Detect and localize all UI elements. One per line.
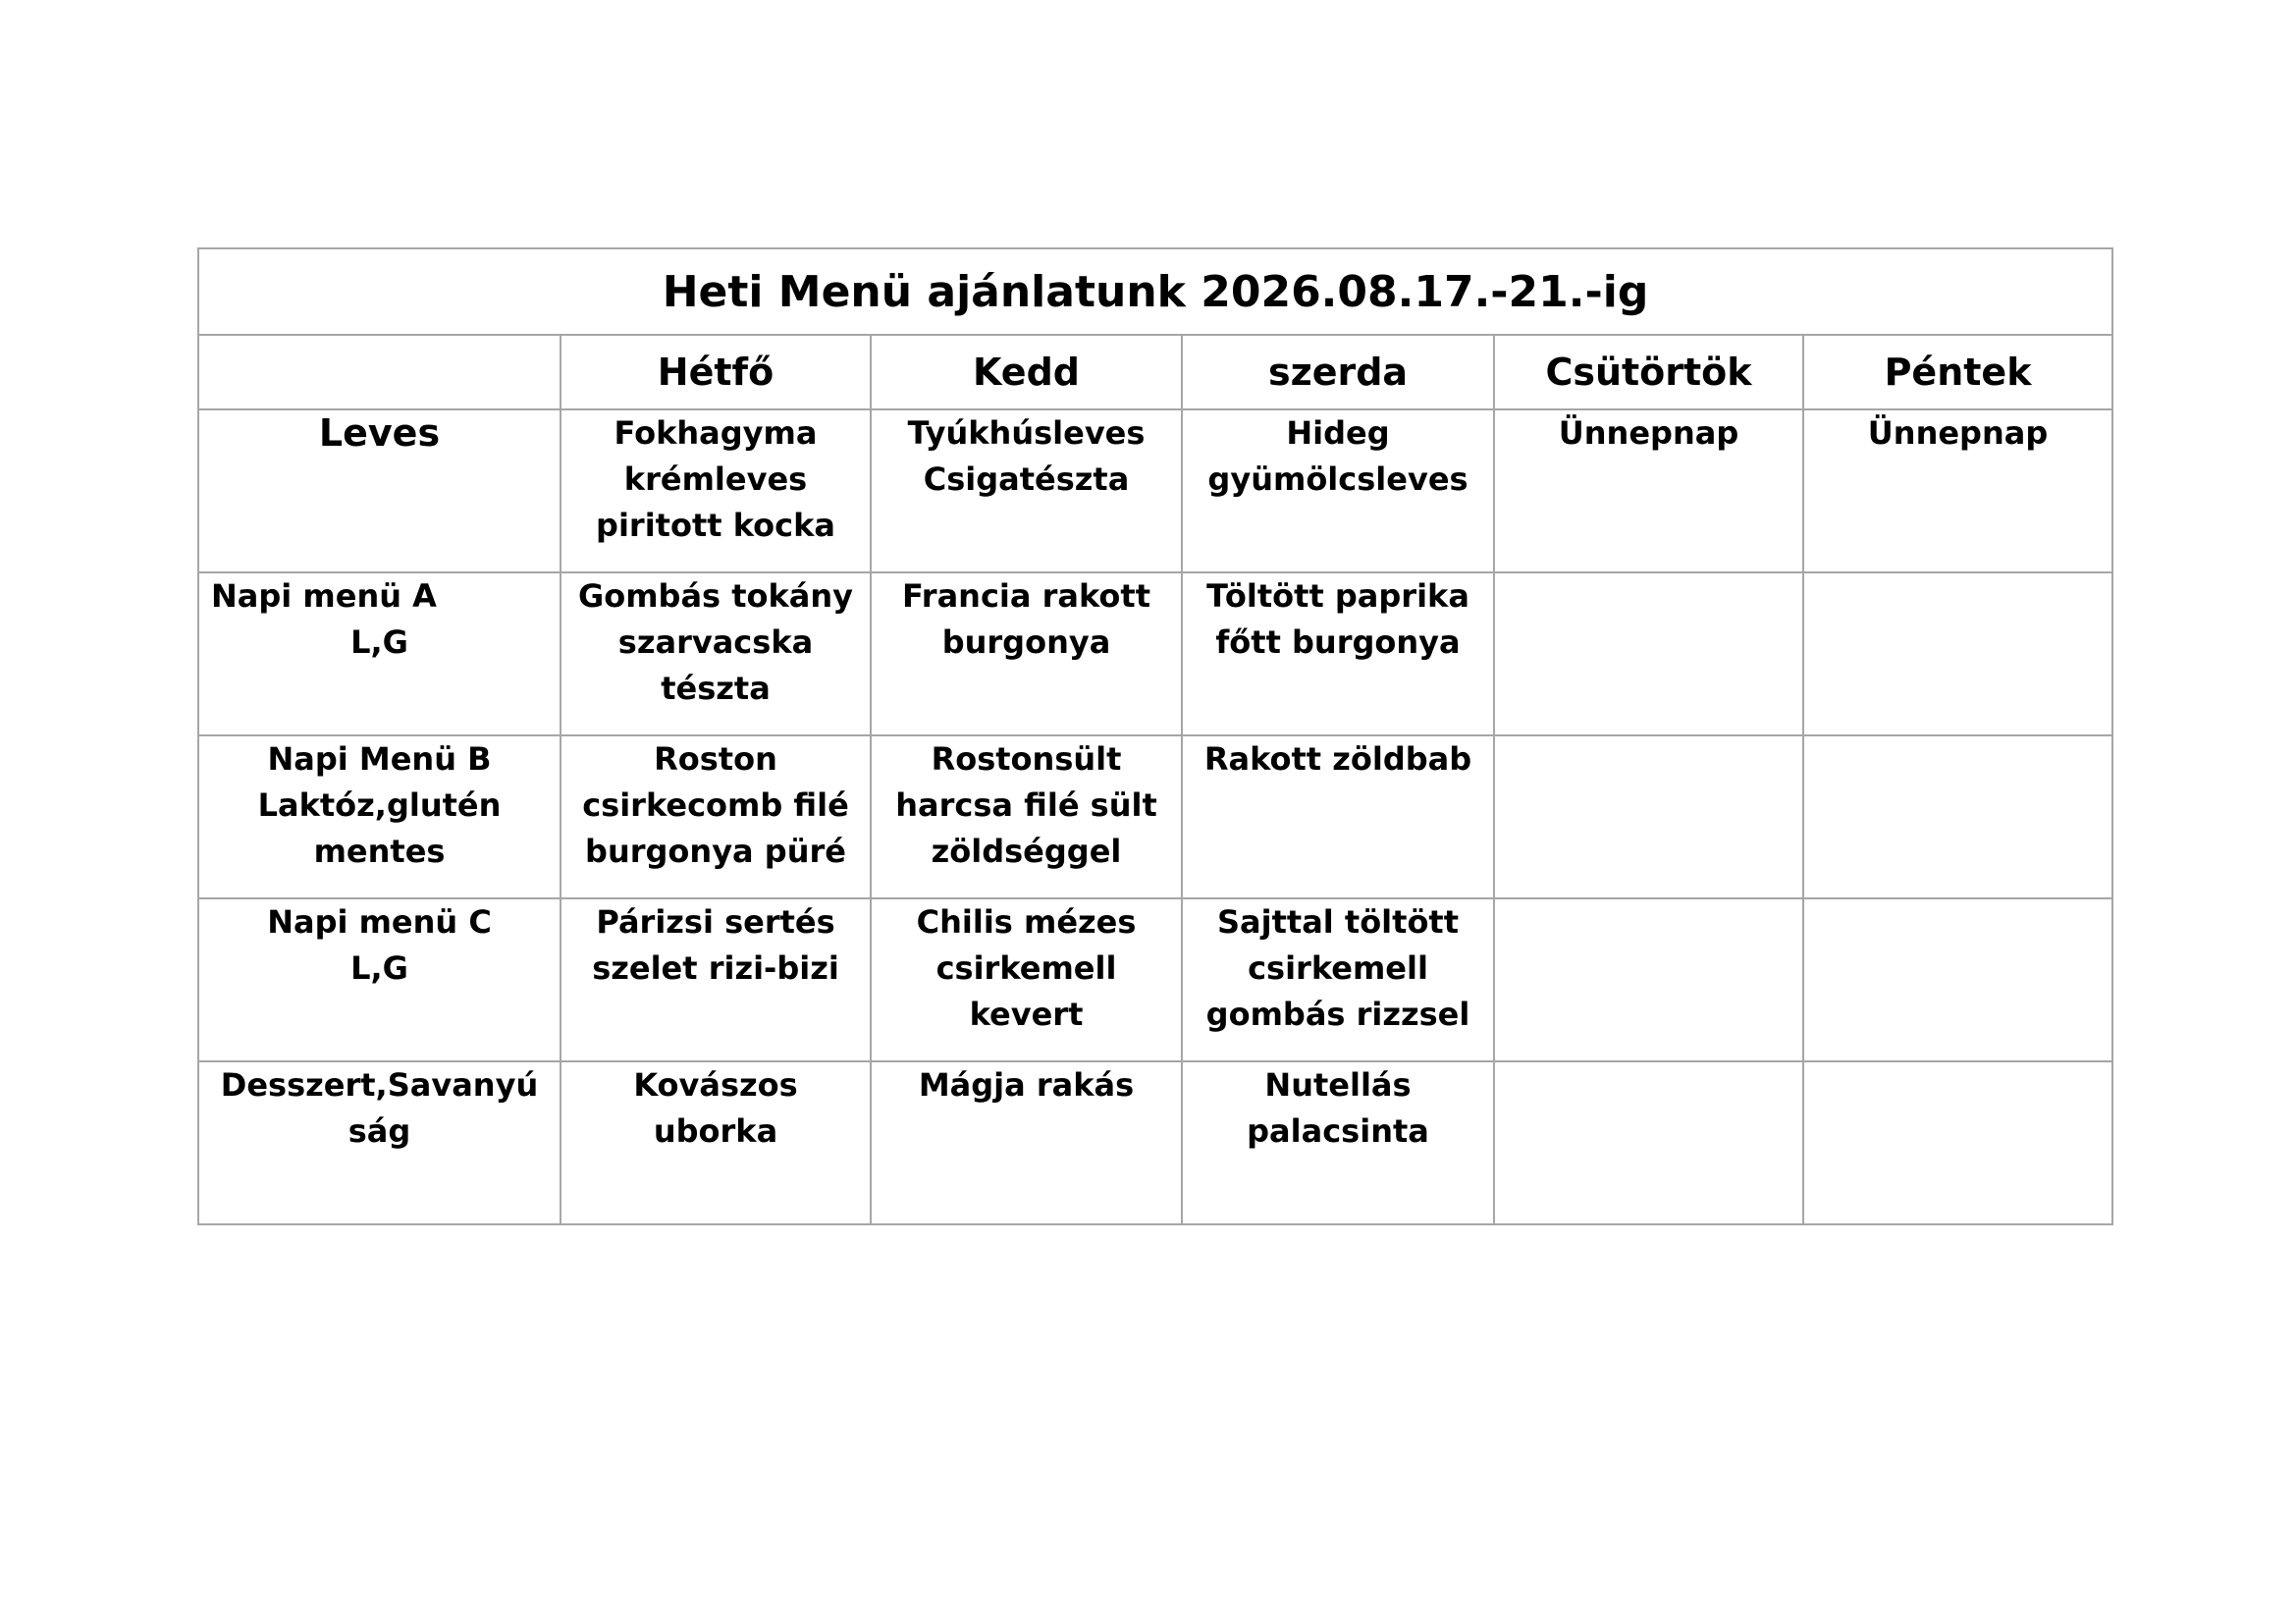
- dish-line: burgonya: [941, 623, 1111, 661]
- row-label-line: Napi Menü B: [267, 740, 492, 778]
- dish-line: Csigatészta: [923, 460, 1130, 498]
- menu-cell-desszert-friday: [1803, 1061, 2112, 1224]
- row-label-napi-b: [198, 735, 561, 898]
- weekly-menu-table: [197, 247, 2113, 1225]
- dish-line: Kovászos: [633, 1066, 798, 1104]
- dish-line: Párizsi sertés: [596, 903, 835, 941]
- row-label-napi-c: [198, 898, 561, 1061]
- menu-cell-napi-a-thursday: [1494, 572, 1803, 735]
- menu-cell-napi-a-tuesday: [871, 572, 1182, 735]
- menu-cell-leves-tuesday: [871, 409, 1182, 572]
- menu-cell-napi-c-friday: [1803, 898, 2112, 1061]
- dish-line: Gombás tokány: [577, 577, 854, 615]
- dish-line: Nutellás: [1264, 1066, 1412, 1104]
- menu-row-napi-a: [198, 572, 2112, 735]
- row-label-desszert: [198, 1061, 561, 1224]
- dish-line: tészta: [661, 670, 771, 707]
- dish-line: Mágja rakás: [918, 1066, 1135, 1104]
- day-header-row: [198, 335, 2112, 409]
- menu-cell-desszert-tuesday: [871, 1061, 1182, 1224]
- dish-line: uborka: [653, 1112, 778, 1150]
- dish-line: csirkecomb filé: [582, 786, 849, 824]
- dish-line: krémleves: [623, 460, 808, 498]
- dish-line: harcsa filé sült: [895, 786, 1157, 824]
- row-label-napi-a: [198, 572, 561, 735]
- dish-line: zöldséggel: [931, 833, 1122, 870]
- title-row: [198, 248, 2112, 335]
- menu-title: Heti Menü ajánlatunk 2026.08.17.-21.-ig: [198, 248, 2112, 335]
- row-label-leves: [198, 409, 561, 572]
- day-header-friday: Péntek: [1803, 335, 2112, 409]
- dish-line: Rakott zöldbab: [1203, 740, 1472, 778]
- dish-line: Töltött paprika: [1206, 577, 1469, 615]
- dish-line: főtt burgonya: [1215, 623, 1461, 661]
- row-label-line: Laktóz,glutén: [257, 786, 502, 824]
- menu-cell-napi-b-friday: [1803, 735, 2112, 898]
- dish-line: Tyúkhúsleves: [907, 414, 1146, 452]
- row-label-line: L,G: [350, 949, 408, 987]
- day-header-thursday: Csütörtök: [1494, 335, 1803, 409]
- dish-line: gyümölcsleves: [1207, 460, 1468, 498]
- dish-line: gombás rizzsel: [1205, 996, 1470, 1033]
- dish-line: csirkemell: [1248, 949, 1428, 987]
- row-label-line: Napi menü C: [267, 903, 492, 941]
- row-label-line: mentes: [313, 833, 446, 870]
- row-label-line: L,G: [350, 623, 408, 661]
- menu-cell-napi-c-thursday: [1494, 898, 1803, 1061]
- menu-cell-napi-b-wednesday: [1182, 735, 1494, 898]
- menu-cell-napi-b-thursday: [1494, 735, 1803, 898]
- dish-line: Sajttal töltött: [1216, 903, 1460, 941]
- menu-cell-leves-monday: [561, 409, 871, 572]
- dish-line: Chilis mézes: [916, 903, 1137, 941]
- menu-cell-napi-a-monday: [561, 572, 871, 735]
- menu-cell-leves-wednesday: [1182, 409, 1494, 572]
- dish-line: szelet rizi-bizi: [592, 949, 839, 987]
- dish-line: szarvacska: [617, 623, 814, 661]
- dish-line: Hideg: [1286, 414, 1390, 452]
- menu-cell-leves-thursday: [1494, 409, 1803, 572]
- menu-cell-napi-a-friday: [1803, 572, 2112, 735]
- dish-line: piritott kocka: [596, 507, 835, 544]
- dish-line: Roston: [654, 740, 777, 778]
- row-label-line: ság: [347, 1112, 411, 1150]
- dish-line: Ünnepnap: [1867, 414, 2049, 452]
- corner-cell: [198, 335, 561, 409]
- menu-cell-napi-b-tuesday: [871, 735, 1182, 898]
- menu-cell-napi-c-wednesday: [1182, 898, 1494, 1061]
- menu-cell-desszert-wednesday: [1182, 1061, 1494, 1224]
- menu-row-leves: [198, 409, 2112, 572]
- menu-cell-desszert-thursday: [1494, 1061, 1803, 1224]
- dish-line: Rostonsült: [931, 740, 1122, 778]
- menu-cell-napi-b-monday: [561, 735, 871, 898]
- menu-cell-leves-friday: [1803, 409, 2112, 572]
- row-label-line: Leves: [318, 411, 441, 455]
- menu-cell-napi-c-tuesday: [871, 898, 1182, 1061]
- row-label-line: Desszert,Savanyú: [220, 1066, 539, 1104]
- dish-line: burgonya püré: [585, 833, 846, 870]
- menu-cell-napi-c-monday: [561, 898, 871, 1061]
- menu-cell-desszert-monday: [561, 1061, 871, 1224]
- menu-row-napi-c: [198, 898, 2112, 1061]
- menu-row-napi-b: [198, 735, 2112, 898]
- dish-line: Ünnepnap: [1558, 414, 1739, 452]
- dish-line: Fokhagyma: [614, 414, 818, 452]
- menu-row-desszert: [198, 1061, 2112, 1224]
- dish-line: palacsinta: [1247, 1112, 1429, 1150]
- day-header-monday: Hétfő: [561, 335, 871, 409]
- row-label-line: Napi menü A: [211, 577, 437, 615]
- day-header-wednesday: szerda: [1182, 335, 1494, 409]
- day-header-tuesday: Kedd: [871, 335, 1182, 409]
- dish-line: csirkemell: [935, 949, 1117, 987]
- menu-cell-napi-a-wednesday: [1182, 572, 1494, 735]
- dish-line: kevert: [969, 996, 1084, 1033]
- dish-line: Francia rakott: [901, 577, 1150, 615]
